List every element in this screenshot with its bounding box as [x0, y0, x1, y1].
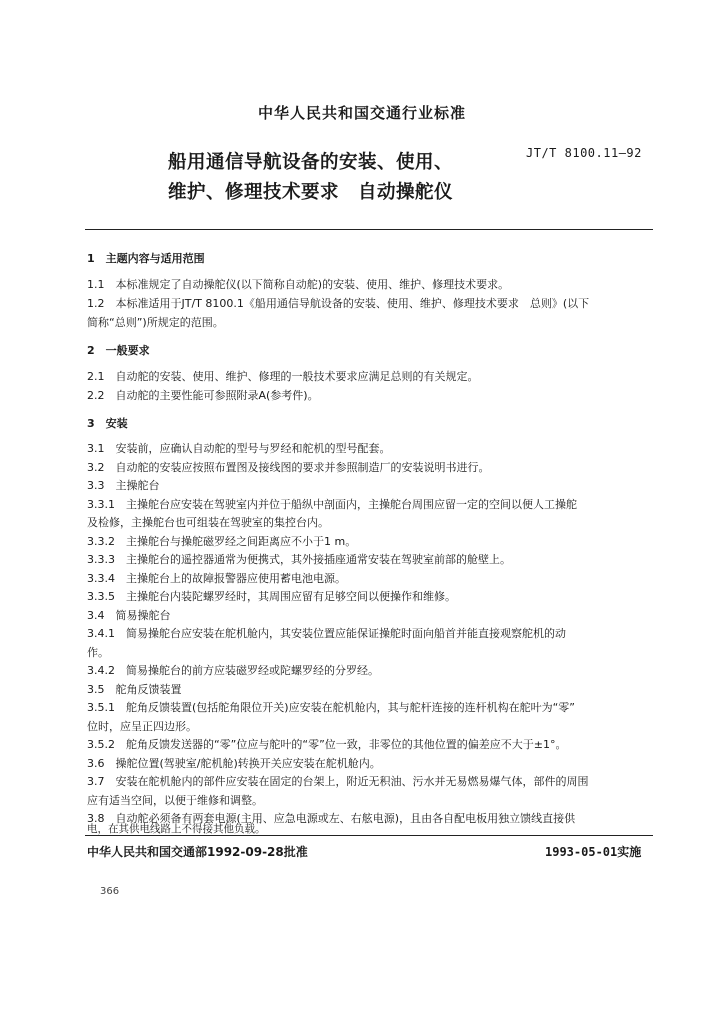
clause-3-4-2: 3.4.2 简易操舵台的前方应装磁罗经或陀螺罗经的分罗经。 [87, 664, 379, 677]
clause-1-1: 1.1 本标准规定了自动操舵仪(以下简称自动舵)的安装、使用、维护、修理技术要求。 [87, 278, 510, 291]
footer-divider [85, 835, 653, 836]
clause-3-4: 3.4 简易操舵台 [87, 609, 171, 622]
section-3-heading: 3 安装 [87, 417, 128, 430]
clause-3-3-5: 3.3.5 主操舵台内装陀螺罗经时，其周围应留有足够空间以便操作和维修。 [87, 590, 456, 603]
clause-3-5-1: 3.5.1 舵角反馈装置(包括舵角限位开关)应安装在舵机舱内，其与舵杆连接的连杆机构在舵叶为“零” [87, 701, 575, 714]
document-title-line2: 维护、修理技术要求 自动操舵仪 [168, 182, 454, 203]
clause-3-1: 3.1 安装前，应确认自动舵的型号与罗经和舵机的型号配套。 [87, 442, 391, 455]
clause-3-3-2: 3.3.2 主操舵台与操舵磁罗经之间距离应不小于1 m。 [87, 535, 357, 548]
approval-statement: 中华人民共和国交通部1992-09-28批准 [87, 845, 308, 859]
organization-header: 中华人民共和国交通行业标准 [257, 104, 466, 122]
clause-3-3-1: 3.3.1 主操舵台应安装在驾驶室内并位于船纵中剖面内，主操舵台周围应留一定的空间以便人工操舵 [87, 498, 577, 511]
section-1-heading: 1 主题内容与适用范围 [87, 252, 205, 265]
clause-3-6: 3.6 操舵位置(驾驶室/舵机舱)转换开关应安装在舵机舱内。 [87, 757, 381, 770]
clause-3-3: 3.3 主操舵台 [87, 479, 160, 492]
header-divider [85, 229, 653, 230]
clause-3-2: 3.2 自动舵的安装应按照布置图及接线图的要求并参照制造厂的安装说明书进行。 [87, 461, 490, 474]
section-2-heading: 2 一般要求 [87, 344, 150, 357]
clause-3-7-cont: 应有适当空间，以便于维修和调整。 [87, 794, 263, 807]
clause-1-2: 1.2 本标准适用于JT/T 8100.1《船用通信导航设备的安装、使用、维护、修理技术要求 总则》(以下 [87, 297, 590, 310]
clause-3-3-1-cont: 及检修，主操舵台也可组装在驾驶室的集控台内。 [87, 516, 329, 529]
clause-3-5-2: 3.5.2 舵角反馈发送器的“零”位应与舵叶的“零”位一致，非零位的其他位置的偏差应不大于±1°。 [87, 738, 567, 751]
clause-3-8: 3.8 自动舵必须备有两套电源(主用、应急电源或左、右舷电源)，且由各自配电板用独立馈线直接供 [87, 812, 576, 825]
clause-3-5: 3.5 舵角反馈装置 [87, 683, 182, 696]
clause-3-4-1: 3.4.1 简易操舵台应安装在舵机舱内，其安装位置应能保证操舵时面向船首并能直接观察舵机的动 [87, 627, 566, 640]
clause-3-5-1-cont: 位时，应呈正四边形。 [87, 720, 197, 733]
clause-3-4-1-cont: 作。 [87, 646, 109, 659]
clause-3-7: 3.7 安装在舵机舱内的部件应安装在固定的台架上，附近无积油、污水并无易燃易爆气体，部件的周围 [87, 775, 589, 788]
clause-3-3-3: 3.3.3 主操舵台的遥控器通常为便携式，其外接插座通常安装在驾驶室前部的舱壁上。 [87, 553, 511, 566]
clause-3-8-cont: 电，在其供电线路上不得接其他负载。 [87, 823, 266, 835]
clause-2-1: 2.1 自动舵的安装、使用、维护、修理的一般技术要求应满足总则的有关规定。 [87, 370, 479, 383]
clause-2-2: 2.2 自动舵的主要性能可参照附录A(参考件)。 [87, 389, 319, 402]
document-title-line1: 船用通信导航设备的安装、使用、 [168, 152, 454, 173]
implementation-date: 1993-05-01实施 [545, 845, 642, 859]
clause-3-3-4: 3.3.4 主操舵台上的故障报警器应使用蓄电池电源。 [87, 572, 346, 585]
page-number: 366 [100, 886, 120, 897]
standard-code: JT/T 8100.11—92 [526, 146, 642, 160]
clause-1-2-cont: 简称“总则”)所规定的范围。 [87, 316, 224, 329]
